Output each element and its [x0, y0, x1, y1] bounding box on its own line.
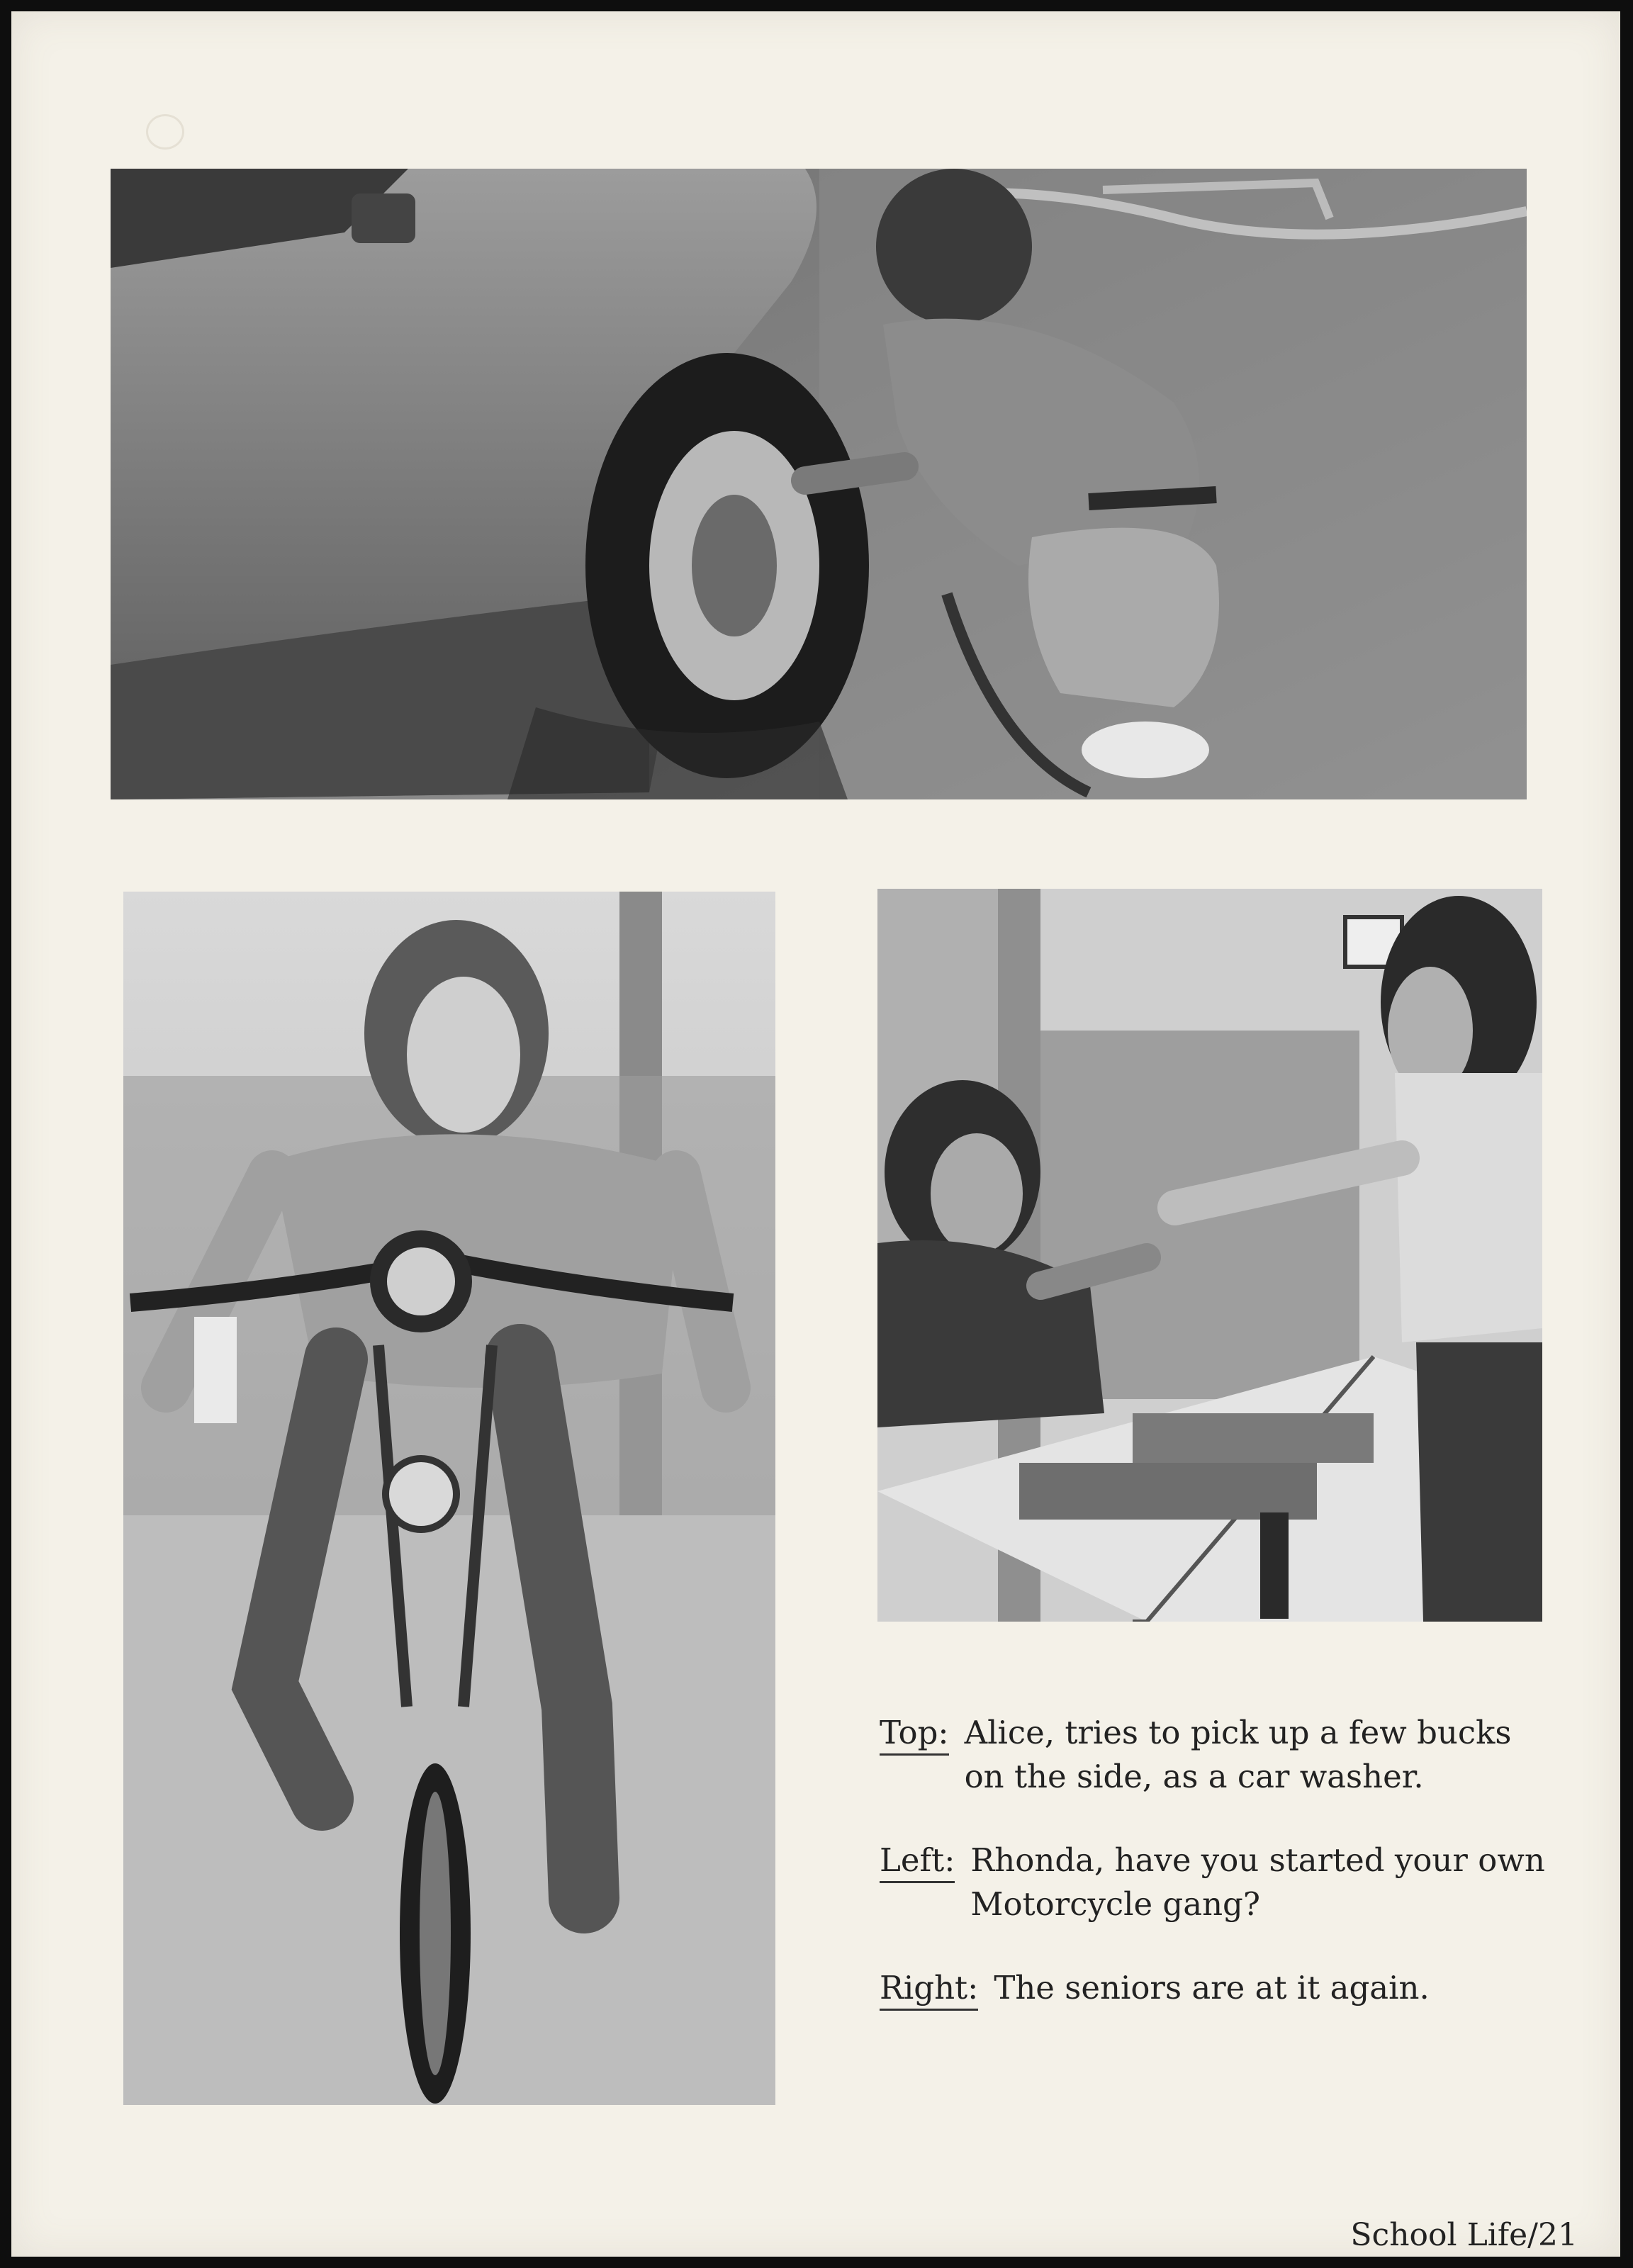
- paper-stain: [146, 114, 184, 150]
- food-sale-illustration: [877, 889, 1542, 1622]
- caption-right: [880, 1966, 1560, 2011]
- caption-right-label: Right:: [880, 1966, 978, 2011]
- caption-left-label: Left:: [880, 1838, 955, 1883]
- caption-right-text: The seniors are at it again.: [994, 1969, 1430, 2006]
- caption-top: [880, 1711, 1560, 1799]
- photo-moped: [123, 892, 775, 2105]
- car-wash-illustration: [111, 169, 1527, 799]
- page-footer: School Life/21: [1350, 2217, 1578, 2253]
- caption-left-text: Rhonda, have you started your own Motorcycle gang?: [970, 1841, 1545, 1923]
- yearbook-page: [11, 11, 1620, 2257]
- caption-top-text: Alice, tries to pick up a few bucks on the side, as a car washer.: [964, 1714, 1512, 1795]
- captions-block: [880, 1711, 1560, 2050]
- caption-left: [880, 1838, 1560, 1926]
- moped-illustration: [123, 892, 775, 2105]
- photo-food-sale: [877, 889, 1542, 1622]
- photo-car-wash: [111, 169, 1527, 799]
- caption-top-label: Top:: [880, 1711, 949, 1756]
